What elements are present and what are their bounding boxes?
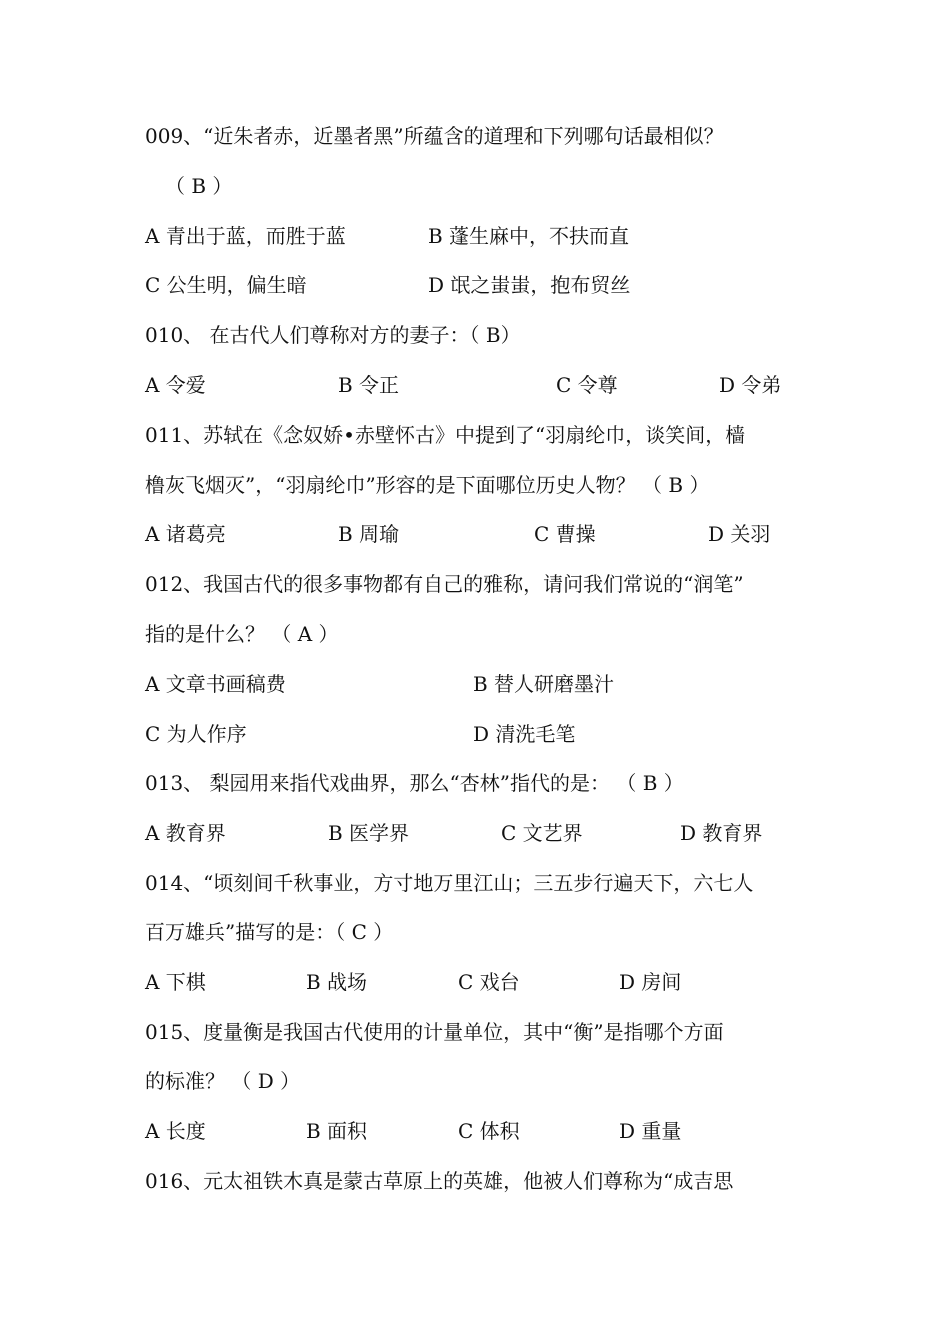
option-c: C 曹操 — [534, 522, 596, 546]
question-016-line-1: 016、元太祖铁木真是蒙古草原上的英雄，他被人们尊称为“成吉思 — [145, 1169, 734, 1193]
option-a: A 长度 — [145, 1119, 206, 1143]
question-011-line-2: 橹灰飞烟灭”，“羽扇纶巾”形容的是下面哪位历史人物？ （ B ） — [145, 473, 710, 497]
option-c: C 体积 — [458, 1119, 520, 1143]
option-c: C 戏台 — [458, 970, 520, 994]
question-012-line-1: 012、我国古代的很多事物都有自己的雅称，请问我们常说的“润笔” — [145, 572, 744, 596]
question-014-line-1: 014、“顷刻间千秋事业，方寸地万里江山；三五步行遍天下，六七人 — [145, 871, 754, 895]
option-b: B 战场 — [306, 970, 368, 994]
option-d: D 氓之蚩蚩，抱布贸丝 — [428, 273, 631, 297]
option-c: C 令尊 — [556, 373, 618, 397]
option-a: A 诸葛亮 — [145, 522, 226, 546]
question-013-line-1: 013、 梨园用来指代戏曲界，那么“杏林”指代的是： （ B ） — [145, 771, 684, 795]
option-b: B 面积 — [306, 1119, 368, 1143]
question-011-line-1: 011、苏轼在《念奴娇•赤壁怀古》中提到了“羽扇纶巾，谈笑间，樯 — [145, 423, 746, 447]
option-a: A 下棋 — [145, 970, 206, 994]
option-c: C 公生明，偏生暗 — [145, 273, 307, 297]
question-012-line-2: 指的是什么？ （ A ） — [145, 622, 339, 646]
option-b: B 周瑜 — [338, 522, 400, 546]
option-a: A 青出于蓝，而胜于蓝 — [145, 224, 346, 248]
option-d: D 清洗毛笔 — [473, 722, 576, 746]
option-d: D 教育界 — [680, 821, 763, 845]
option-b: B 令正 — [338, 373, 400, 397]
option-c: C 为人作序 — [145, 722, 247, 746]
question-015-line-1: 015、度量衡是我国古代使用的计量单位，其中“衡”是指哪个方面 — [145, 1020, 724, 1044]
option-c: C 文艺界 — [501, 821, 583, 845]
question-009-line-1: 009、“近朱者赤，近墨者黑”所蕴含的道理和下列哪句话最相似？ — [145, 124, 724, 148]
option-b: B 替人研磨墨汁 — [473, 672, 615, 696]
question-009-answer: （ B ） — [165, 174, 233, 198]
question-010-line-1: 010、 在古代人们尊称对方的妻子：（ B） — [145, 323, 521, 347]
option-a: A 教育界 — [145, 821, 226, 845]
option-d: D 关羽 — [708, 522, 771, 546]
option-d: D 房间 — [619, 970, 682, 994]
question-014-line-2: 百万雄兵”描写的是：（ C ） — [145, 920, 394, 944]
option-b: B 医学界 — [328, 821, 410, 845]
option-d: D 令弟 — [719, 373, 782, 397]
option-d: D 重量 — [619, 1119, 682, 1143]
option-a: A 令爱 — [145, 373, 206, 397]
option-a: A 文章书画稿费 — [145, 672, 286, 696]
question-015-line-2: 的标准？ （ D ） — [145, 1069, 301, 1093]
option-b: B 蓬生麻中，不扶而直 — [428, 224, 630, 248]
